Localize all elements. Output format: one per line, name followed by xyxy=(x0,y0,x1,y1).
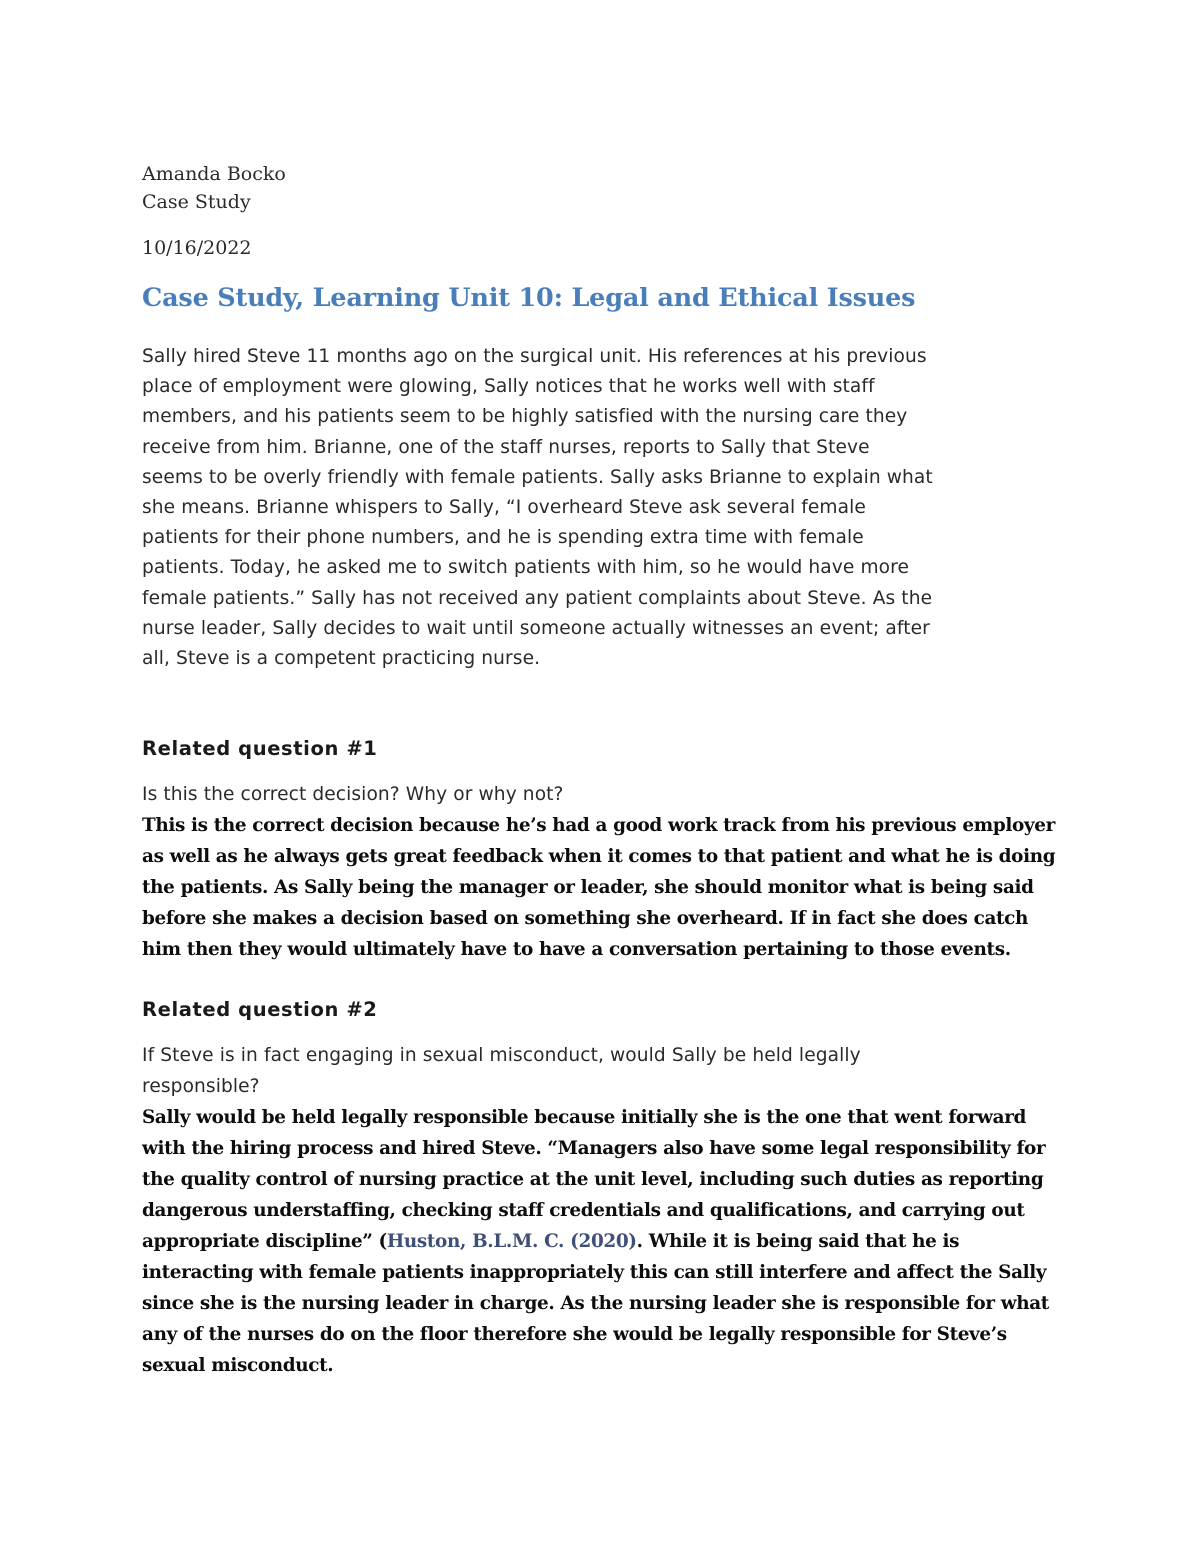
answer-line: sexual misconduct. xyxy=(142,1354,334,1376)
document-page xyxy=(142,160,1062,1381)
question-1-answer xyxy=(142,810,1062,965)
question-line: Is this the correct decision? Why or why not? xyxy=(142,784,564,806)
answer-line: him then they would ultimately have to have a conversation pertaining to those events. xyxy=(142,939,1011,961)
case-intro-paragraph xyxy=(142,342,1057,674)
answer-line: since she is the nursing leader in charge. As the nursing leader she is responsible for what xyxy=(142,1292,1049,1314)
intro-line: Sally hired Steve 11 months ago on the surgical unit. His references at his previous xyxy=(142,346,927,367)
answer-line: before she makes a decision based on something she overheard. If in fact she does catch xyxy=(142,908,1029,930)
intro-line: she means. Brianne whispers to Sally, “I overheard Steve ask several female xyxy=(142,497,866,519)
answer-line: any of the nurses do on the floor therefore she would be legally responsible for Steve’s xyxy=(142,1323,1007,1345)
intro-line: place of employment were glowing, Sally notices that he works well with staff xyxy=(142,376,875,398)
question-line: responsible? xyxy=(142,1075,260,1097)
answer-text: appropriate discipline” ( xyxy=(142,1230,387,1252)
answer-line: the quality control of nursing practice at the unit level, including such duties as reporting xyxy=(142,1168,1044,1190)
answer-line-with-citation xyxy=(142,1226,1062,1257)
question-line: If Steve is in fact engaging in sexual misconduct, would Sally be held legally xyxy=(142,1045,861,1067)
intro-line: nurse leader, Sally decides to wait until someone actually witnesses an event; after xyxy=(142,617,930,639)
question-2-text xyxy=(142,1041,1062,1101)
citation-link[interactable]: Huston, B.L.M. C. (2020) xyxy=(386,1230,637,1252)
intro-line: female patients.” Sally has not received any patient complaints about Steve. As the xyxy=(142,587,933,609)
intro-line: receive from him. Brianne, one of the staff nurses, reports to Sally that Steve xyxy=(142,436,870,458)
question-1-text xyxy=(142,780,1062,810)
answer-line: with the hiring process and hired Steve. “Managers also have some legal responsibility for xyxy=(142,1137,1046,1159)
question-2-answer xyxy=(142,1102,1062,1381)
answer-line: the patients. As Sally being the manager or leader, she should monitor what is being said xyxy=(142,877,1034,899)
answer-text: . While it is being said that he is xyxy=(636,1230,960,1252)
answer-line: Sally would be held legally responsible because initially she is the one that went forward xyxy=(142,1106,1027,1128)
question-1-heading: Related question #1 xyxy=(142,737,378,761)
document-type: Case Study xyxy=(142,191,251,213)
intro-line: all, Steve is a competent practicing nurse. xyxy=(142,648,541,670)
answer-line: as well as he always gets great feedback when it comes to that patient and what he is doing xyxy=(142,846,1056,868)
intro-line: seems to be overly friendly with female patients. Sally asks Brianne to explain what xyxy=(142,466,933,488)
answer-line: dangerous understaffing, checking staff credentials and qualifications, and carrying out xyxy=(142,1199,1025,1221)
answer-line: This is the correct decision because he’s had a good work track from his previous employer xyxy=(142,815,1055,837)
document-date: 10/16/2022 xyxy=(142,237,252,259)
document-title: Case Study, Learning Unit 10: Legal and Ethical Issues xyxy=(142,283,916,313)
author-name: Amanda Bocko xyxy=(142,163,286,185)
intro-line: members, and his patients seem to be highly satisfied with the nursing care they xyxy=(142,406,908,428)
intro-line: patients. Today, he asked me to switch patients with him, so he would have more xyxy=(142,557,910,579)
intro-line: patients for their phone numbers, and he is spending extra time with female xyxy=(142,527,864,549)
answer-line: interacting with female patients inappropriately this can still interfere and affect the Sally xyxy=(142,1261,1047,1283)
question-2-heading: Related question #2 xyxy=(142,998,378,1022)
